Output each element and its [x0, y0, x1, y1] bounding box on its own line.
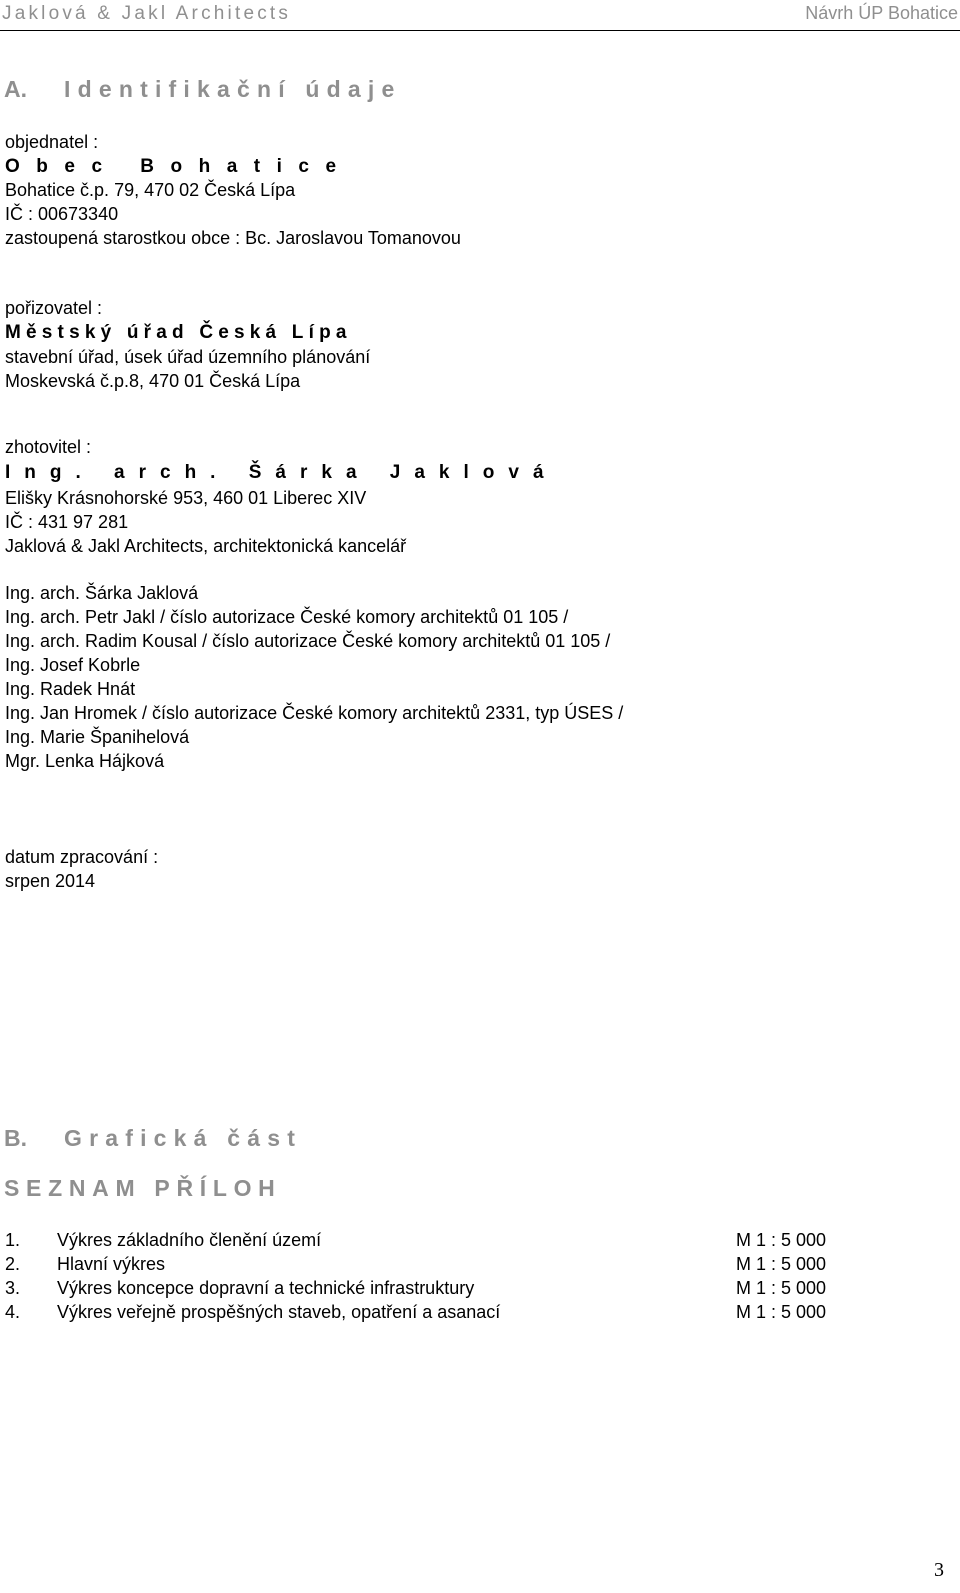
team-member: Ing. arch. Radim Kousal / číslo autorizace České komory architektů 01 105 /: [5, 631, 611, 651]
header-document-title: Návrh ÚP Bohatice: [805, 3, 958, 23]
team-member: Ing. Jan Hromek / číslo autorizace České komory architektů 2331, typ ÚSES /: [5, 703, 624, 723]
team-member: Ing. arch. Petr Jakl / číslo autorizace České komory architektů 01 105 /: [5, 607, 569, 627]
attachment-title: Výkres základního členění území: [57, 1230, 322, 1250]
client-name: Obec Bohatice: [5, 156, 353, 177]
contractor-ic: IČ : 431 97 281: [5, 512, 129, 532]
header-rule: [0, 30, 960, 31]
attachments-heading: SEZNAM PŘÍLOH: [4, 1175, 282, 1201]
contractor-office: Jaklová & Jakl Architects, architektonická kancelář: [5, 536, 407, 556]
section-a-title: Identifikační údaje: [64, 76, 402, 102]
attachment-number: 4.: [5, 1302, 21, 1322]
header-firm-name: Jaklová & Jakl Architects: [2, 3, 292, 24]
page-number: 3: [934, 1559, 944, 1581]
date-label: datum zpracování :: [5, 847, 159, 867]
date-value: srpen 2014: [5, 871, 96, 891]
client-address: Bohatice č.p. 79, 470 02 Česká Lípa: [5, 180, 296, 200]
team-member: Ing. Josef Kobrle: [5, 655, 141, 675]
attachment-number: 1.: [5, 1230, 21, 1250]
attachment-scale: M 1 : 5 000: [736, 1254, 827, 1274]
team-member: Mgr. Lenka Hájková: [5, 751, 165, 771]
attachment-number: 2.: [5, 1254, 21, 1274]
contractor-address: Elišky Krásnohorské 953, 460 01 Liberec XIV: [5, 488, 367, 508]
client-represented: zastoupená starostkou obce : Bc. Jaroslavou Tomanovou: [5, 228, 461, 248]
procurer-address: Moskevská č.p.8, 470 01 Česká Lípa: [5, 371, 301, 391]
procurer-department: stavební úřad, úsek úřad územního plánování: [5, 347, 371, 367]
section-a-number: A.: [4, 76, 27, 102]
attachment-scale: M 1 : 5 000: [736, 1302, 827, 1322]
team-member: Ing. Marie Španihelová: [5, 727, 190, 747]
client-ic: IČ : 00673340: [5, 204, 119, 224]
attachment-number: 3.: [5, 1278, 21, 1298]
section-b-title: Grafická část: [64, 1125, 303, 1151]
team-member: Ing. Radek Hnát: [5, 679, 136, 699]
procurer-name: Městský úřad Česká Lípa: [5, 322, 352, 343]
attachment-scale: M 1 : 5 000: [736, 1230, 827, 1250]
contractor-label: zhotovitel :: [5, 437, 92, 457]
contractor-name: Ing. arch. Šárka Jaklová: [5, 462, 558, 483]
attachment-scale: M 1 : 5 000: [736, 1278, 827, 1298]
client-label: objednatel :: [5, 132, 99, 152]
attachment-title: Výkres veřejně prospěšných staveb, opatření a asanací: [57, 1302, 501, 1322]
attachment-title: Výkres koncepce dopravní a technické infrastruktury: [57, 1278, 475, 1298]
section-b-number: B.: [4, 1125, 27, 1151]
procurer-label: pořizovatel :: [5, 298, 103, 318]
attachment-title: Hlavní výkres: [57, 1254, 166, 1274]
team-member: Ing. arch. Šárka Jaklová: [5, 583, 199, 603]
